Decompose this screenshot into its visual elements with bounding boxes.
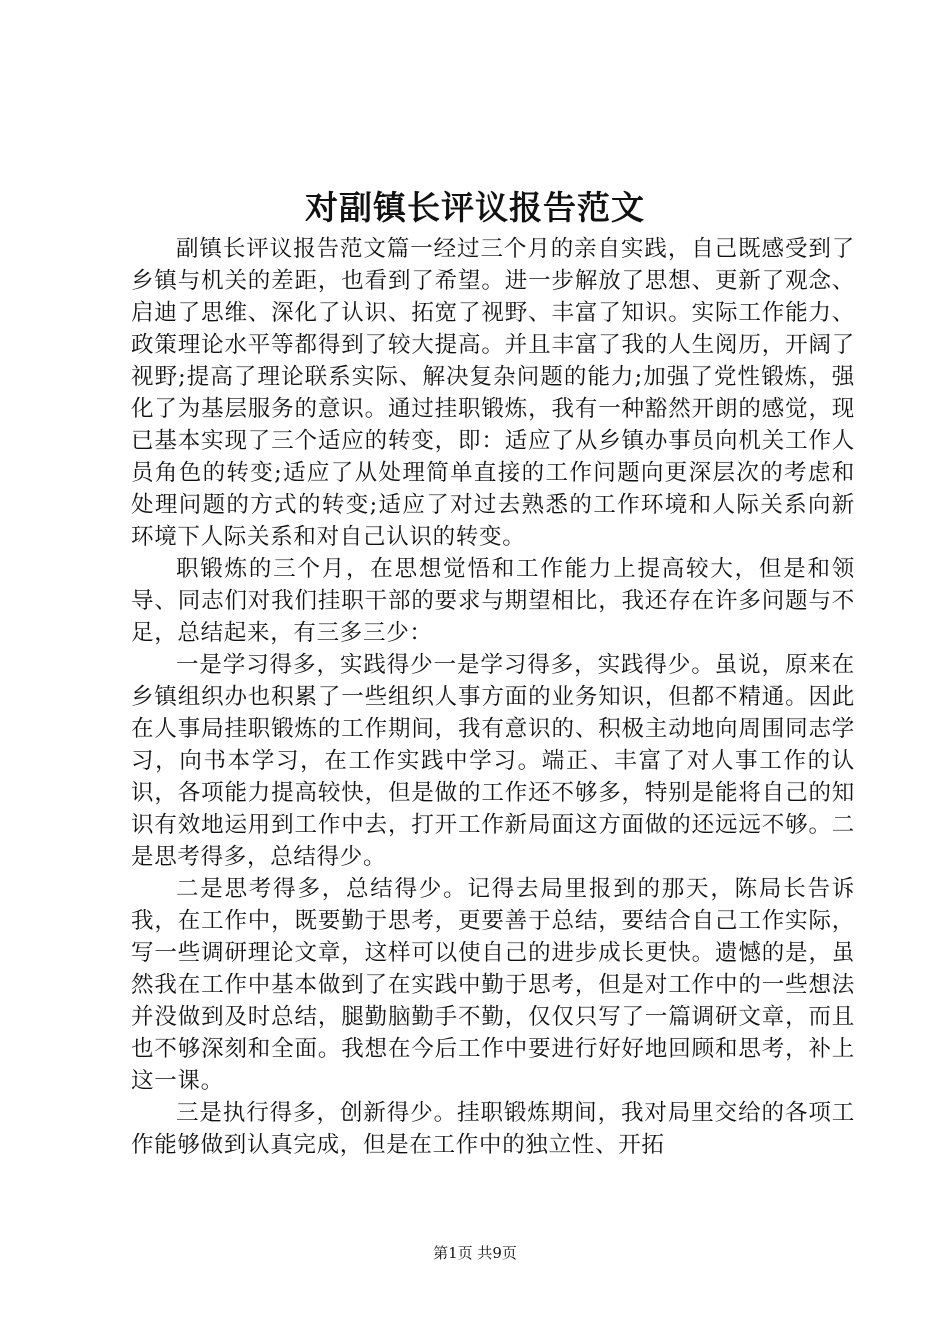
paragraph: 副镇长评议报告范文篇一经过三个月的亲自实践，自己既感受到了乡镇与机关的差距，也看到了希望。进一步解放了思想、更新了观念、启迪了思维、深化了认识、拓宽了视野、丰富了知识。实际工作能力、政策理论水平等都得到了较大提高。并且丰富了我的人生阅历，开阔了视野;提高了理论联系实际、解决复杂问题的能力;加强了党性锻炼，强化了为基层服务的意识。通过挂职锻炼，我有一种豁然开朗的感觉，现已基本实现了三个适应的转变，即：适应了从乡镇办事员向机关工作人员角色的转变;适应了从处理简单直接的工作问题向更深层次的考虑和处理问题的方式的转变;适应了对过去熟悉的工作环境和人际关系向新环境下人际关系和对自己认识的转变。 — [131, 236, 855, 550]
document-title: 对副镇长评议报告范文 — [305, 188, 645, 227]
page-number-footer: 第1页 共9页 — [433, 1244, 517, 1262]
paragraph: 三是执行得多，创新得少。挂职锻炼期间，我对局里交给的各项工作能够做到认真完成，但是在工作中的独立性、开拓 — [131, 1100, 855, 1158]
paragraph: 职锻炼的三个月，在思想觉悟和工作能力上提高较大，但是和领导、同志们对我们挂职干部的要求与期望相比，我还存在许多问题与不足，总结起来，有三多三少： — [131, 556, 855, 646]
paragraph: 一是学习得多，实践得少一是学习得多，实践得少。虽说，原来在乡镇组织办也积累了一些组织人事方面的业务知识，但都不精通。因此在人事局挂职锻炼的工作期间，我有意识的、积极主动地向周围同志学习，向书本学习，在工作实践中学习。端正、丰富了对人事工作的认识，各项能力提高较快，但是做的工作还不够多，特别是能将自己的知识有效地运用到工作中去，打开工作新局面这方面做的还远远不够。二是思考得多，总结得少。 — [131, 652, 855, 870]
document-body — [131, 233, 855, 1161]
paragraph: 二是思考得多，总结得少。记得去局里报到的那天，陈局长告诉我，在工作中，既要勤于思考，更要善于总结，要结合自己工作实际，写一些调研理论文章，这样可以使自己的进步成长更快。遗憾的是，虽然我在工作中基本做到了在实践中勤于思考，但是对工作中的一些想法并没做到及时总结，腿勤脑勤手不勤，仅仅只写了一篇调研文章，而且也不够深刻和全面。我想在今后工作中要进行好好地回顾和思考，补上这一课。 — [131, 876, 855, 1094]
